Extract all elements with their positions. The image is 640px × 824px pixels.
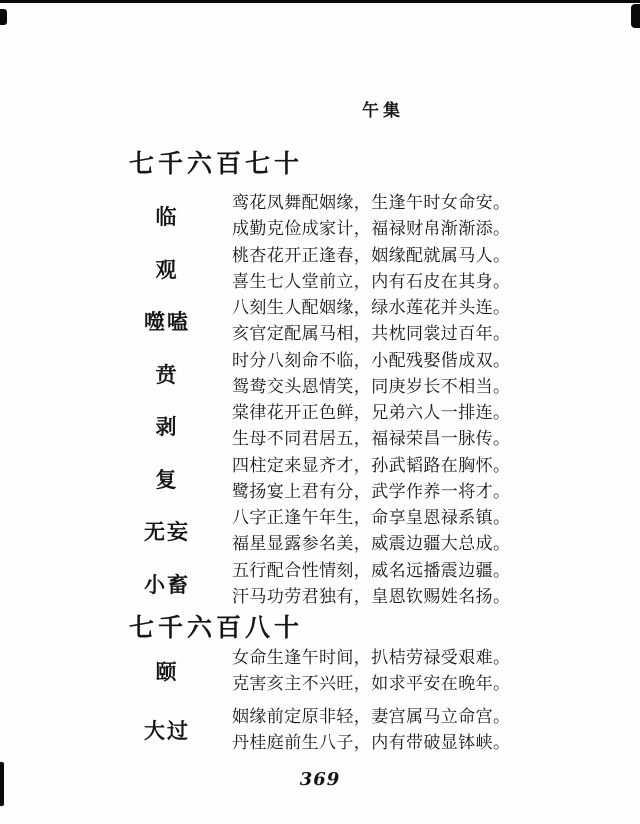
verse-line: 五行配合性情刻，威名远播震边疆。 bbox=[232, 561, 511, 581]
entry-lin bbox=[0, 190, 640, 243]
hexagram-name: 观 bbox=[155, 257, 179, 283]
verse-line: 克害亥主不兴旺，如求平安在晚年。 bbox=[232, 674, 511, 695]
entry-guan bbox=[0, 243, 640, 296]
verse-line: 亥官定配属马相，共枕同裳过百年。 bbox=[232, 324, 511, 345]
verse-line: 丹桂庭前生八子，内有带破显钵峡。 bbox=[232, 733, 511, 754]
entry-shike bbox=[0, 295, 640, 348]
hexagram-name: 贲 bbox=[155, 362, 179, 388]
verse-line: 喜生七人堂前立，内有石皮在其身。 bbox=[232, 272, 511, 293]
hexagram-name: 大过 bbox=[144, 718, 190, 744]
hexagram-name: 噬嗑 bbox=[144, 309, 190, 335]
entry-bo bbox=[0, 400, 640, 453]
verse-line: 鸳鸯交头恩情笑，同庚岁长不相当。 bbox=[232, 377, 511, 398]
hexagram-name: 临 bbox=[155, 204, 179, 230]
verse-block bbox=[216, 295, 510, 348]
entry-wuwang bbox=[0, 505, 640, 558]
verse-block bbox=[216, 243, 510, 296]
verse-block bbox=[216, 645, 510, 698]
verse-line: 生母不同君居五，福禄荣昌一脉传。 bbox=[232, 429, 511, 450]
hexagram-name: 小畜 bbox=[144, 572, 190, 598]
verse-line: 四柱定来显齐才，孙武韬路在胸怀。 bbox=[232, 456, 511, 476]
scan-artifact-top-right bbox=[631, 4, 640, 28]
entry-bi bbox=[0, 348, 640, 401]
verse-line: 汗马功劳君独有，皇恩钦赐姓名扬。 bbox=[232, 587, 511, 608]
hexagram-name: 颐 bbox=[155, 659, 179, 685]
verse-line: 鹭扬宴上君有分，武学作养一将才。 bbox=[232, 482, 511, 503]
page-number: 369 bbox=[299, 769, 341, 790]
verse-block bbox=[216, 505, 510, 558]
entry-xiaoxu bbox=[0, 558, 640, 611]
verse-line: 姻缘前定原非轻，妻宫属马立命宫。 bbox=[232, 707, 511, 727]
volume-header: 午集 bbox=[362, 101, 404, 121]
verse-block bbox=[216, 704, 510, 757]
verse-line: 鸾花凤舞配姻缘，生逢午时女命安。 bbox=[232, 193, 511, 213]
entry-yi bbox=[0, 645, 640, 698]
verse-block bbox=[216, 558, 510, 611]
section-heading-7680: 七千六百八十 bbox=[129, 613, 304, 642]
verse-block bbox=[216, 190, 510, 243]
hexagram-name: 剥 bbox=[155, 414, 179, 440]
hexagram-name: 复 bbox=[155, 467, 179, 493]
hexagram-name: 无妄 bbox=[144, 519, 190, 545]
entry-fu bbox=[0, 453, 640, 506]
verse-block bbox=[216, 453, 510, 506]
verse-line: 成勤克俭成家计，福禄财帛渐渐添。 bbox=[232, 219, 511, 240]
entry-daguo bbox=[0, 704, 640, 757]
verse-line: 八字正逢午年生，命享皇恩禄系镇。 bbox=[232, 508, 511, 528]
verse-line: 女命生逢午时间，扒桔劳禄受艰难。 bbox=[232, 648, 511, 668]
verse-block bbox=[216, 400, 510, 453]
section-heading-7670: 七千六百七十 bbox=[129, 149, 304, 178]
verse-line: 八刻生人配姻缘，绿水莲花并头连。 bbox=[232, 298, 511, 318]
scan-artifact-top-line bbox=[0, 0, 640, 3]
verse-line: 福星显露参名美，威震边疆大总成。 bbox=[232, 534, 511, 555]
verse-block bbox=[216, 348, 510, 401]
verse-line: 桃杏花开正逢春，姻缘配就属马人。 bbox=[232, 246, 511, 266]
verse-line: 棠律花开正色鲜，兄弟六人一排连。 bbox=[232, 403, 511, 423]
scan-artifact-top-left bbox=[0, 9, 7, 25]
verse-line: 时分八刻命不临，小配残娶偕成双。 bbox=[232, 351, 511, 371]
